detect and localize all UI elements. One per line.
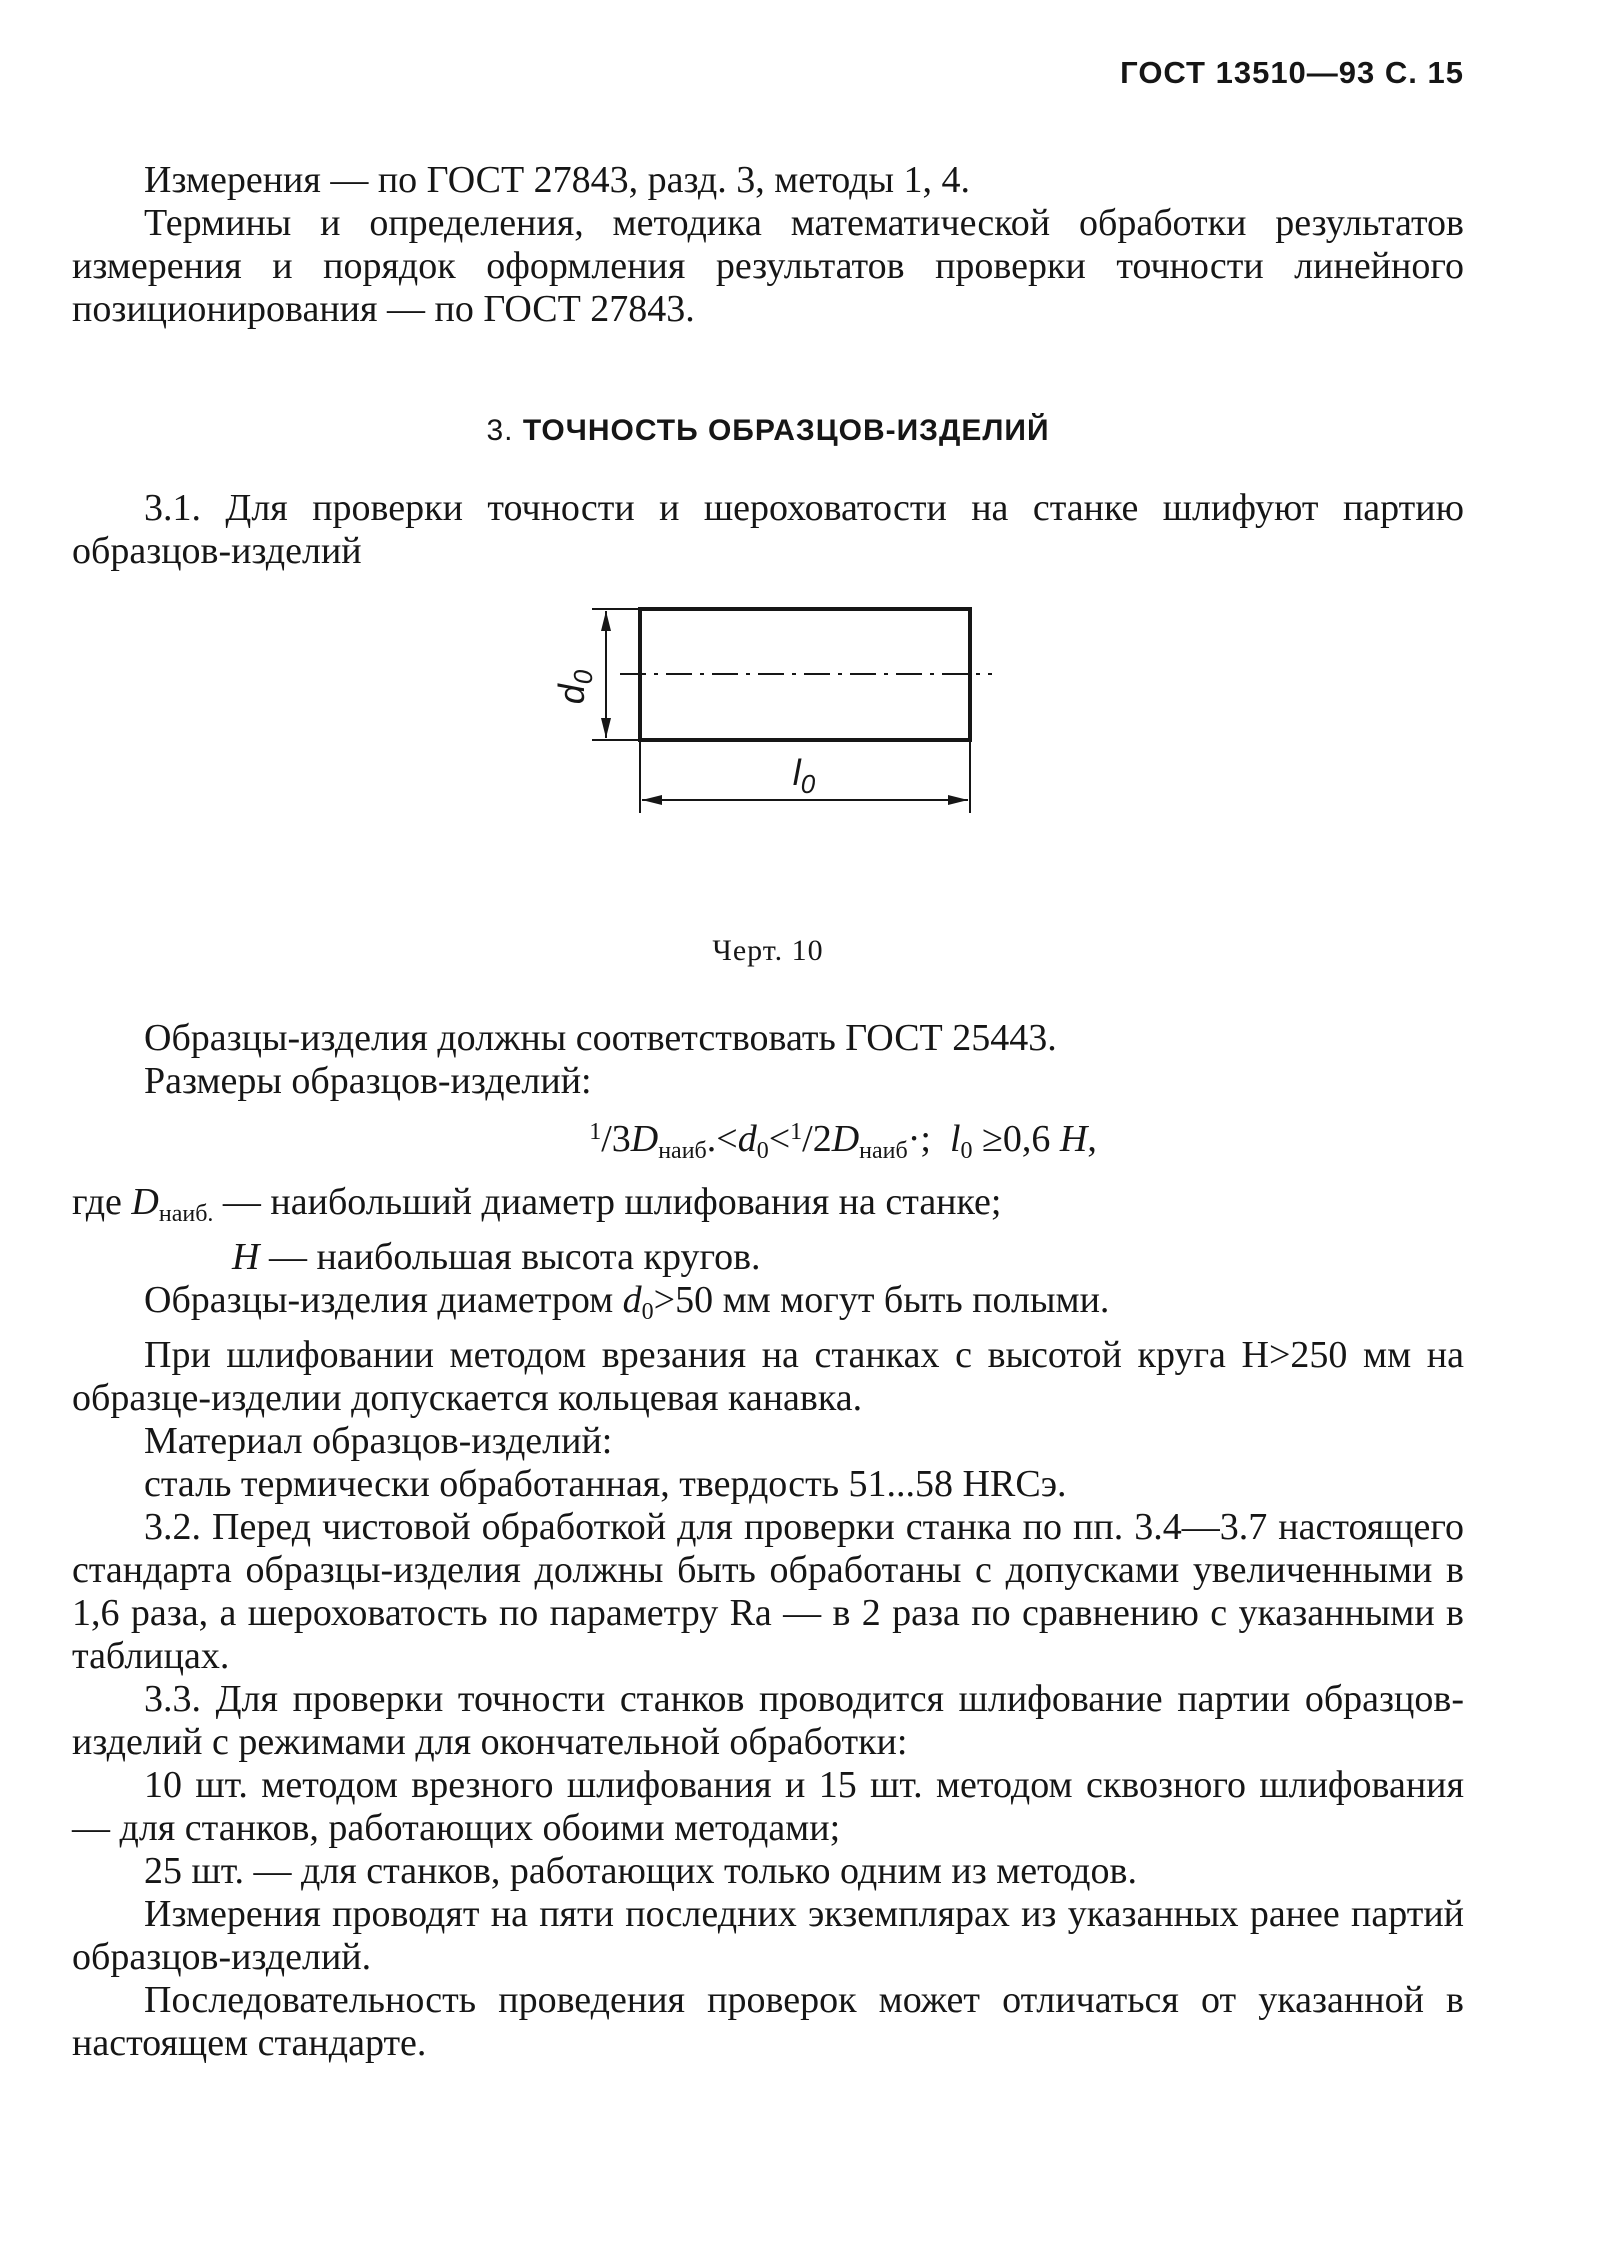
sequence-note: Последовательность проведения проверок может отличаться от указанной в настоящем стандарте. [72,1979,1464,2064]
formula-semicolon: ·; [907,1118,931,1160]
samples-sizes-intro: Размеры образцов-изделий: [144,1060,592,1102]
where-D-symbol: D [131,1181,159,1223]
intro-measurements: Измерения — по ГОСТ 27843, разд. 3, методы 1, 4. [144,159,970,201]
formula-l0-sub: 0 [960,1138,973,1164]
intro-terms: Термины и определения, методика математической обработки результатов измерения и порядок оформления результатов проверки точности линейного позиционирования — по ГОСТ 27843. [72,202,1464,330]
formula-naib2: наиб [859,1138,908,1164]
where-H-symbol: H [232,1236,260,1278]
hollow-sub: 0 [641,1299,654,1325]
frac2-num: 1 [790,1119,803,1145]
where-H-text: — наибольшая высота кругов. [268,1236,761,1278]
hollow-post: >50 мм могут быть полыми. [653,1279,1110,1321]
formula-naib1: наиб [658,1138,707,1164]
formula-l0: l [949,1118,961,1160]
hollow-note [72,1279,1464,1334]
formula-H: H [1059,1118,1088,1160]
formula-D1: D [630,1118,659,1160]
frac1-num: 1 [589,1119,602,1145]
where-D-sub: наиб. [158,1201,214,1227]
l0-arrow-left [642,795,662,805]
specimen-drawing [72,595,1464,925]
section-number: 3. [486,414,514,447]
groove-note: При шлифовании методом врезания на станках с высотой круга H>250 мм на образце-изделии допускается кольцевая канавка. [72,1334,1464,1419]
formula-lt1: .< [706,1118,738,1160]
l0-label [793,752,816,799]
formula-d0-sub: 0 [756,1138,769,1164]
d0-label-sub: 0 [568,669,598,685]
measurement-note: Измерения проводят на пяти последних экземплярах из указанных ранее партий образцов-изделий. [72,1893,1464,1978]
section-title: ТОЧНОСТЬ ОБРАЗЦОВ-ИЗДЕЛИЙ [522,414,1050,447]
where-D [72,1181,1464,1236]
document-page [72,55,1464,2065]
samples-conform: Образцы-изделия должны соответствовать ГОСТ 25443. [144,1017,1057,1059]
material-intro: Материал образцов-изделий: [144,1420,613,1462]
list-item-2: 25 шт. — для станков, работающих только одним из методов. [144,1850,1137,1892]
where-H [72,1236,1464,1279]
where-D-text: — наибольший диаметр шлифования на станке; [222,1181,1002,1223]
formula-lt2: < [768,1118,791,1160]
figure-caption: Черт. 10 [712,934,824,967]
l0-arrow-right [948,795,968,805]
paragraph-3-3: 3.3. Для проверки точности станков проводится шлифование партии образцов-изделий с режимами для окончательной обработки: [72,1678,1464,1763]
frac2-den: /2 [802,1118,832,1160]
frac1-den: /3 [601,1118,631,1160]
paragraph-3-2: 3.2. Перед чистовой обработкой для проверки станка по пп. 3.4—3.7 настоящего стандарта образцы-изделия должны быть обработаны с допусками увеличенными в 1,6 раза, а шероховатость по параметру Ra — в 2 раза по сравнению с указанными в таблицах. [72,1506,1464,1677]
section-3-heading [72,409,1464,452]
figure-10 [72,595,1464,925]
svg-text:d0 [551,669,598,704]
size-formula [72,1111,1464,1173]
where-prefix: где [72,1181,122,1223]
d0-arrow-bottom [601,718,611,738]
running-head: ГОСТ 13510—93 С. 15 [1120,55,1464,90]
hollow-d: d [622,1279,642,1321]
formula-D2: D [831,1118,860,1160]
d0-arrow-top [601,611,611,631]
d0-label [551,669,598,704]
hollow-pre: Образцы-изделия диаметром [144,1279,614,1321]
d0-label-letter: d [551,684,592,705]
paragraph-3-1: 3.1. Для проверки точности и шероховатости на станке шлифуют партию образцов-изделий [72,487,1464,572]
formula-comma: , [1087,1118,1097,1160]
l0-label-letter: l [792,752,801,793]
l0-label-sub: 0 [800,769,816,799]
list-item-1: 10 шт. методом врезного шлифования и 15 шт. методом сквозного шлифования — для станков, работающих обоими методами; [72,1764,1464,1849]
formula-d0: d [737,1118,757,1160]
material-spec: сталь термически обработанная, твердость 51...58 HRCэ. [144,1463,1067,1505]
formula-ge: ≥0,6 [982,1118,1051,1160]
